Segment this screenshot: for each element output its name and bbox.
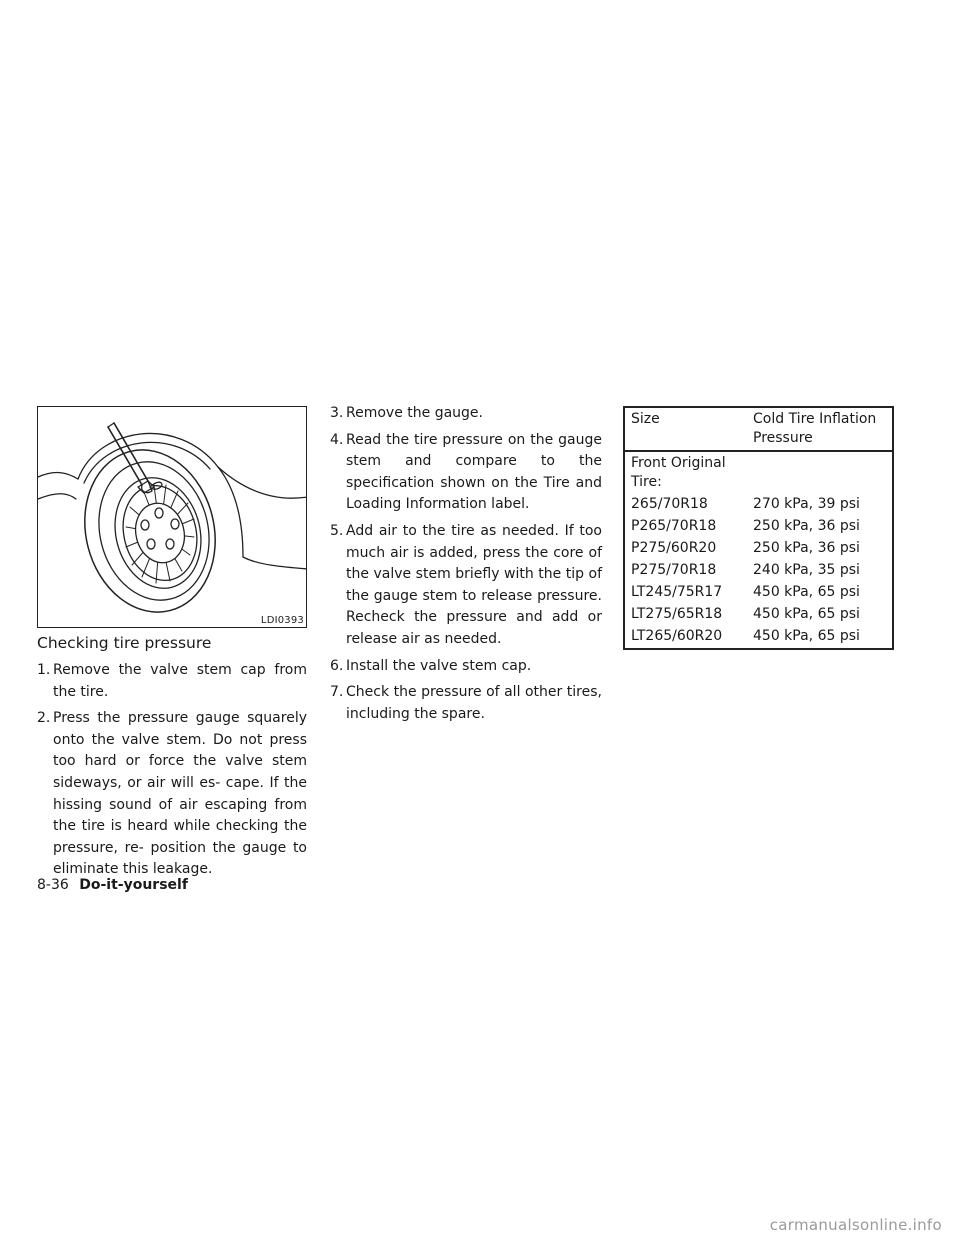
size-cell: P275/70R18 xyxy=(631,562,717,578)
footer-section-title: Do-it-yourself xyxy=(79,877,188,893)
step-4 xyxy=(330,430,602,516)
step-7 xyxy=(330,682,602,725)
size-cell: P265/70R18 xyxy=(631,518,717,534)
table-row xyxy=(624,604,893,626)
size-cell: LT265/60R20 xyxy=(631,628,723,644)
page-number: 8-36 xyxy=(37,877,69,893)
step-number: 6. xyxy=(330,657,344,674)
table-row xyxy=(624,582,893,604)
step-text: Install the valve stem cap. xyxy=(346,657,532,674)
pressure-cell: 450 kPa, 65 psi xyxy=(753,628,860,644)
pressure-cell: 240 kPa, 35 psi xyxy=(753,562,860,578)
table-row xyxy=(624,538,893,560)
step-number: 1. xyxy=(37,662,51,678)
step-text: Remove the gauge. xyxy=(346,405,483,421)
steps-middle-column xyxy=(330,403,602,730)
watermark: carmanualsonline.info xyxy=(769,1216,942,1234)
step-text: Press the pressure gauge squarely onto the valve stem. Do not press too hard or force the valve stem sideways, or air will es- cape. If the hissing sound of air escaping from the tire is heard while checking the pressure, re- position the gauge to eliminate this leakage. xyxy=(53,710,307,878)
column-header-size: Size xyxy=(624,407,747,451)
step-number: 5. xyxy=(330,522,344,539)
step-text: Remove the valve stem cap from the tire. xyxy=(53,662,307,700)
size-cell: P275/60R20 xyxy=(631,540,717,556)
figure-code: LDI0393 xyxy=(260,615,304,626)
pressure-cell xyxy=(747,451,893,494)
table-row xyxy=(624,494,893,516)
step-1 xyxy=(37,660,307,703)
step-number: 2. xyxy=(37,710,51,727)
steps-left-column xyxy=(37,660,307,886)
column-header-pressure: Cold Tire Inflation Pressure xyxy=(747,407,893,451)
pressure-cell: 250 kPa, 36 psi xyxy=(753,518,860,534)
pressure-cell: 450 kPa, 65 psi xyxy=(753,606,860,622)
step-text: Add air to the tire as needed. If too much air is added, press the core of the valve stem briefly with the tip of the gauge stem to release pressure. Recheck the pressure and add or release air as needed. xyxy=(346,522,602,647)
pressure-cell: 450 kPa, 65 psi xyxy=(753,584,860,600)
size-cell: 265/70R18 xyxy=(631,496,708,512)
table-row xyxy=(624,560,893,582)
size-cell: LT245/75R17 xyxy=(631,584,723,600)
table-row xyxy=(624,516,893,538)
step-3 xyxy=(330,403,602,425)
pressure-cell: 250 kPa, 36 psi xyxy=(753,540,860,556)
step-2 xyxy=(37,708,307,881)
step-number: 4. xyxy=(330,431,344,448)
size-cell: LT275/65R18 xyxy=(631,606,723,622)
step-text: Read the tire pressure on the gauge stem and compare to the specification shown on the Tire and Loading Information label. xyxy=(346,431,602,513)
section-heading: Checking tire pressure xyxy=(37,634,212,652)
size-cell: Front Original Tire: xyxy=(631,455,726,490)
table-header-row xyxy=(624,407,893,451)
tire-pressure-gauge-illustration xyxy=(38,407,307,628)
step-text: Check the pressure of all other tires, including the spare. xyxy=(346,684,602,722)
tire-pressure-figure xyxy=(37,406,307,628)
page-footer xyxy=(37,877,188,893)
table-row xyxy=(624,451,893,494)
table-row xyxy=(624,626,893,649)
step-6 xyxy=(330,656,602,678)
pressure-cell: 270 kPa, 39 psi xyxy=(753,496,860,512)
step-number: 3. xyxy=(330,405,344,421)
tire-pressure-table xyxy=(623,406,894,650)
step-number: 7. xyxy=(330,684,344,701)
step-5 xyxy=(330,521,602,651)
